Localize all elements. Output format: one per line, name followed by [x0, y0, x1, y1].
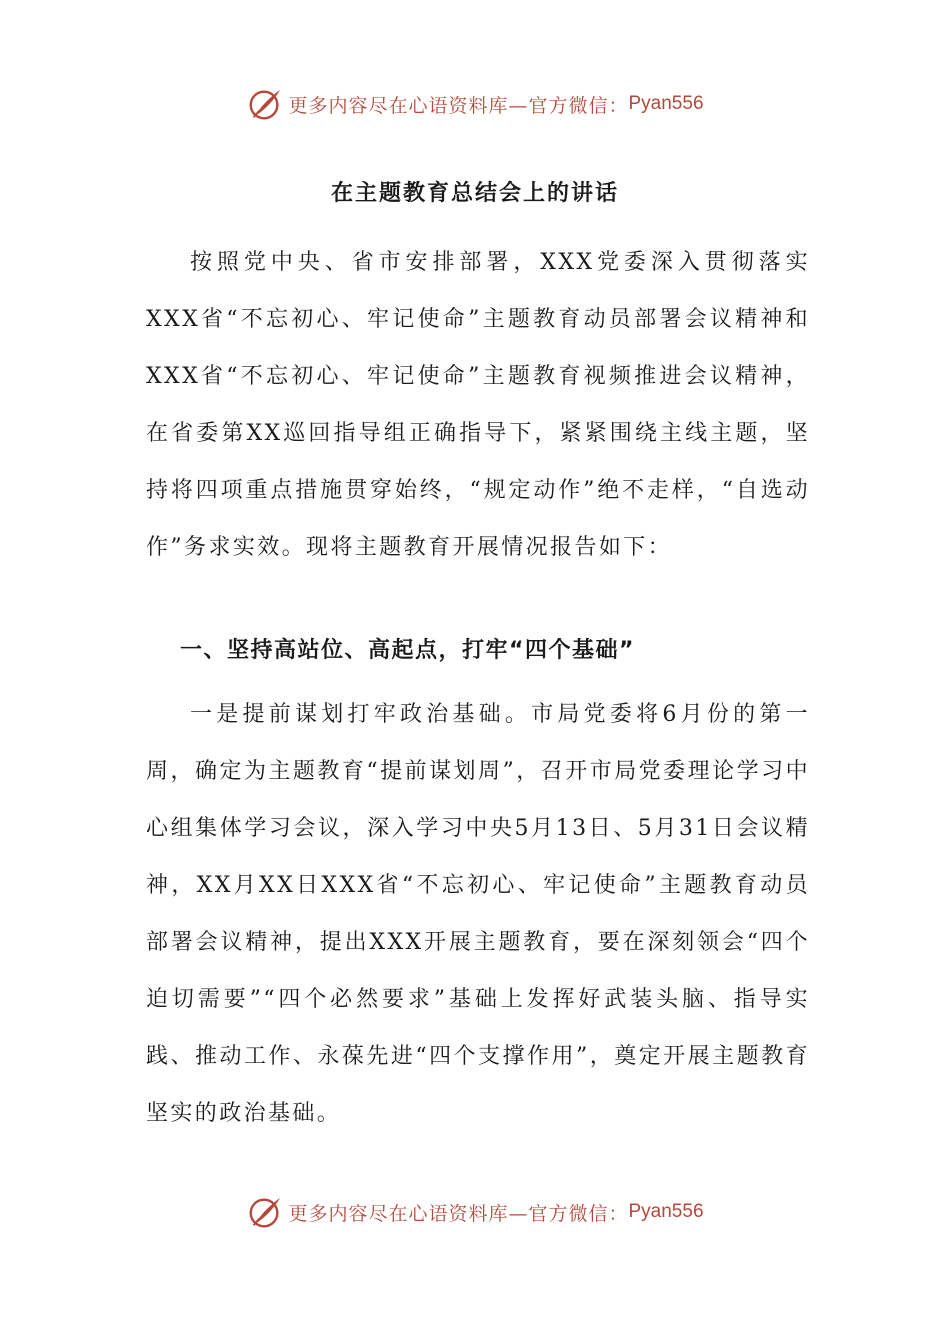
watermark-wechat-id: Pyan556 [628, 93, 704, 114]
header-watermark [0, 82, 950, 126]
footer-watermark [0, 1190, 950, 1234]
document-title: 在主题教育总结会上的讲话 [330, 181, 619, 206]
paragraph-political-foundation: 一是提前谋划打牢政治基础。市局党委将6月份的第一周，确定为主题教育“提前谋划周”，召开市局党委理论学习中心组集体学习会议，深入学习中央5月13日、5月31日会议精神，XX月XX日XXX省“不忘初心、牢记使命”主题教育动员部署会议精神，提出XXX开展主题教育，要在深刻领会“四个迫切需要”“四个必然要求”基础上发挥好武装头脑、指导实践、推动工作、永葆先进“四个支撑作用”，奠定开展主题教育坚实的政治基础。 [146, 702, 810, 1126]
paragraph-intro: 按照党中央、省市安排部署，XXX党委深入贯彻落实XXX省“不忘初心、牢记使命”主题教育动员部署会议精神和XXX省“不忘初心、牢记使命”主题教育视频推进会议精神，在省委第XX巡回指导组正确指导下，紧紧围绕主线主题，坚持将四项重点措施贯穿始终，“规定动作”绝不走样，“自选动作”务求实效。现将主题教育开展情况报告如下： [146, 250, 810, 560]
watermark-text: 更多内容尽在心语资料库—官方微信： [288, 94, 629, 117]
quill-logo-icon [246, 1193, 284, 1231]
watermark-text: 更多内容尽在心语资料库—官方微信： [288, 1202, 629, 1225]
quill-logo-icon [246, 85, 284, 123]
section-heading: 一、坚持高站位、高起点，打牢“四个基础” [180, 638, 635, 663]
watermark-wechat-id: Pyan556 [628, 1201, 704, 1222]
